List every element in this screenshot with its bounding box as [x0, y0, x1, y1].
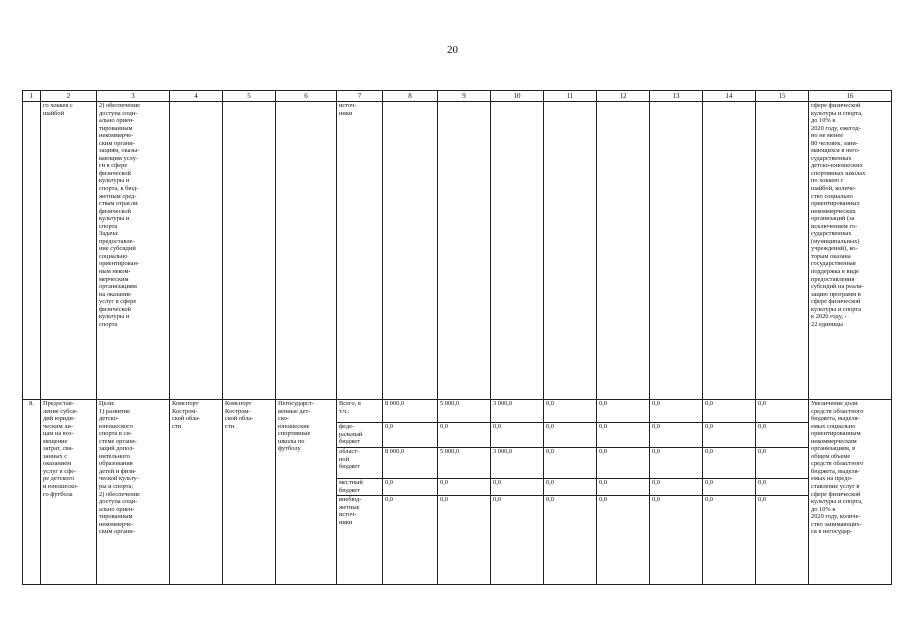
funding-value: 0,0	[599, 496, 607, 503]
column-number: 7	[337, 91, 383, 102]
funding-value: 0,0	[544, 448, 596, 479]
program-table	[22, 90, 892, 585]
funding-value: 8 000,0	[383, 400, 437, 423]
column-number: 13	[650, 91, 703, 102]
funding-value: 0,0	[650, 423, 702, 448]
funding-value: 5 000,0	[438, 400, 490, 423]
goals-cell: 2) обеспечение доступа соци- ально ориен- тированным некоммерче- ским органи- зациям, оказы- вающим услу- ги в сфере физической культуры и спорта, к бюд- жетным сред- ствам отрасли физической культуры и спорта Задача: предоставле- ние субсидий социально ориентирован- ным неком- мерческим организациям на оказание услуг в сфере физической культуры и спорта	[97, 102, 170, 400]
recipient-cell: Негосударст- венные дет- ско- юношеские спортивные школы по футболу	[276, 400, 337, 585]
row-number: 8.	[23, 400, 41, 585]
year-column-10	[491, 400, 544, 585]
funding-sources-cell	[337, 400, 383, 585]
funding-value: 0,0	[705, 496, 713, 503]
funding-value: 0,0	[756, 479, 808, 496]
year-column-12	[597, 400, 650, 585]
column-number: 9	[438, 91, 491, 102]
column-number: 16	[809, 91, 892, 102]
funding-value: 0,0	[756, 423, 808, 448]
column-number: 8	[383, 91, 438, 102]
funding-value: 0,0	[597, 448, 649, 479]
year-column-11	[544, 400, 597, 585]
funding-source: внебюд- жетные источ- ники	[339, 496, 362, 526]
column-number-row	[23, 91, 892, 102]
expected-result-cell: сфере физической культуры и спорта, до 10% к 2020 году, ежегод- но не менее 80 человек, зани- мающихся в него- сударственных детско-юношеских спортивных школах по хоккею с шайбой, количе- ство социально ориентированных некоммерческих организаций (за исключением го- сударственных (муниципальных) учреждений), ко- торым оказана государственная поддержка в виде предоставления субсидий на реали- зацию программ в сфере физической культуры и спорта к 2020 году, - 22 единицы	[809, 102, 892, 400]
funding-value: 0,0	[493, 496, 501, 503]
funding-value: 0,0	[703, 479, 755, 496]
year-column-14	[703, 400, 756, 585]
column-number: 4	[170, 91, 223, 102]
funding-value: 8 000,0	[383, 448, 437, 479]
funding-value: 0,0	[703, 423, 755, 448]
year-column-9	[438, 400, 491, 585]
column-number: 6	[276, 91, 337, 102]
funding-value: 0,0	[650, 479, 702, 496]
measure-name-cell: го хоккея с шайбой	[41, 102, 97, 400]
funding-value: 0,0	[438, 479, 490, 496]
funding-value: 0,0	[544, 423, 596, 448]
goals-cell: Цели: 1) развитие детско- юношеского спорта в си- стеме органи- заций допол- нительного образования детей и физи- ческой культу- ры и спорта; 2) обеспечение доступа соци- ально ориен- тированным некоммерче- ским органи-	[97, 400, 170, 585]
column-number: 12	[597, 91, 650, 102]
funding-source: местный бюджет	[337, 479, 382, 496]
funding-value: 0,0	[546, 496, 554, 503]
budget-manager-cell: Комспорт Костром- ской обла- сти	[223, 400, 276, 585]
funding-value: 0,0	[597, 479, 649, 496]
funding-source-cell: источ- ники	[337, 102, 383, 400]
column-number: 14	[703, 91, 756, 102]
funding-value: 3 000,0	[491, 448, 543, 479]
funding-value: 0,0	[383, 479, 437, 496]
funding-value: 0,0	[597, 423, 649, 448]
measure-name-cell: Предостав- ление субси- дий юриди- ческим ли- цам на воз- мещение затрат, свя- занных с оказанием услуг в сфе- ре детского и юношеско- го футбола	[41, 400, 97, 585]
funding-value: 0,0	[491, 479, 543, 496]
year-column-13	[650, 400, 703, 585]
funding-value: 0,0	[440, 496, 448, 503]
funding-value: 0,0	[703, 448, 755, 479]
funding-value: 5 000,0	[438, 448, 490, 479]
responsible-executor-cell: Комспорт Костром- ской обла- сти	[170, 400, 223, 585]
funding-value: 0,0	[597, 400, 649, 423]
funding-value: 0,0	[544, 479, 596, 496]
table-row-continued	[23, 102, 892, 400]
funding-value: 0,0	[438, 423, 490, 448]
funding-value: 3 000,0	[491, 400, 543, 423]
funding-value: 0,0	[650, 448, 702, 479]
funding-source: област- ной бюджет	[337, 448, 382, 479]
funding-source: Всего, в т.ч.:	[337, 400, 382, 423]
funding-value: 0,0	[703, 400, 755, 423]
funding-source: феде- ральный бюджет	[337, 423, 382, 448]
funding-value: 0,0	[491, 423, 543, 448]
column-number: 1	[23, 91, 41, 102]
funding-value: 0,0	[385, 496, 393, 503]
funding-value: 0,0	[756, 448, 808, 479]
funding-value: 0,0	[383, 423, 437, 448]
funding-value: 0,0	[652, 496, 660, 503]
year-column-8	[383, 400, 438, 585]
year-column-15	[756, 400, 809, 585]
table-row-8	[23, 400, 892, 585]
column-number: 2	[41, 91, 97, 102]
funding-value: 0,0	[758, 496, 766, 503]
expected-result-cell: Увеличение доли средств областного бюджета, выделя- емых социально ориентированным некоммерческим организациям, в общем объеме средств областного бюджета, выделя- емых на предо- ставление услуг в сфере физической культуры и спорта, до 10% к 2020 году, количе- ство занимающих- ся в негосудар-	[809, 400, 892, 585]
page-number: 20	[447, 44, 458, 56]
funding-value: 0,0	[544, 400, 596, 423]
column-number: 15	[756, 91, 809, 102]
column-number: 11	[544, 91, 597, 102]
funding-value: 0,0	[650, 400, 702, 423]
funding-value: 0,0	[756, 400, 808, 423]
column-number: 3	[97, 91, 170, 102]
column-number: 10	[491, 91, 544, 102]
column-number: 5	[223, 91, 276, 102]
